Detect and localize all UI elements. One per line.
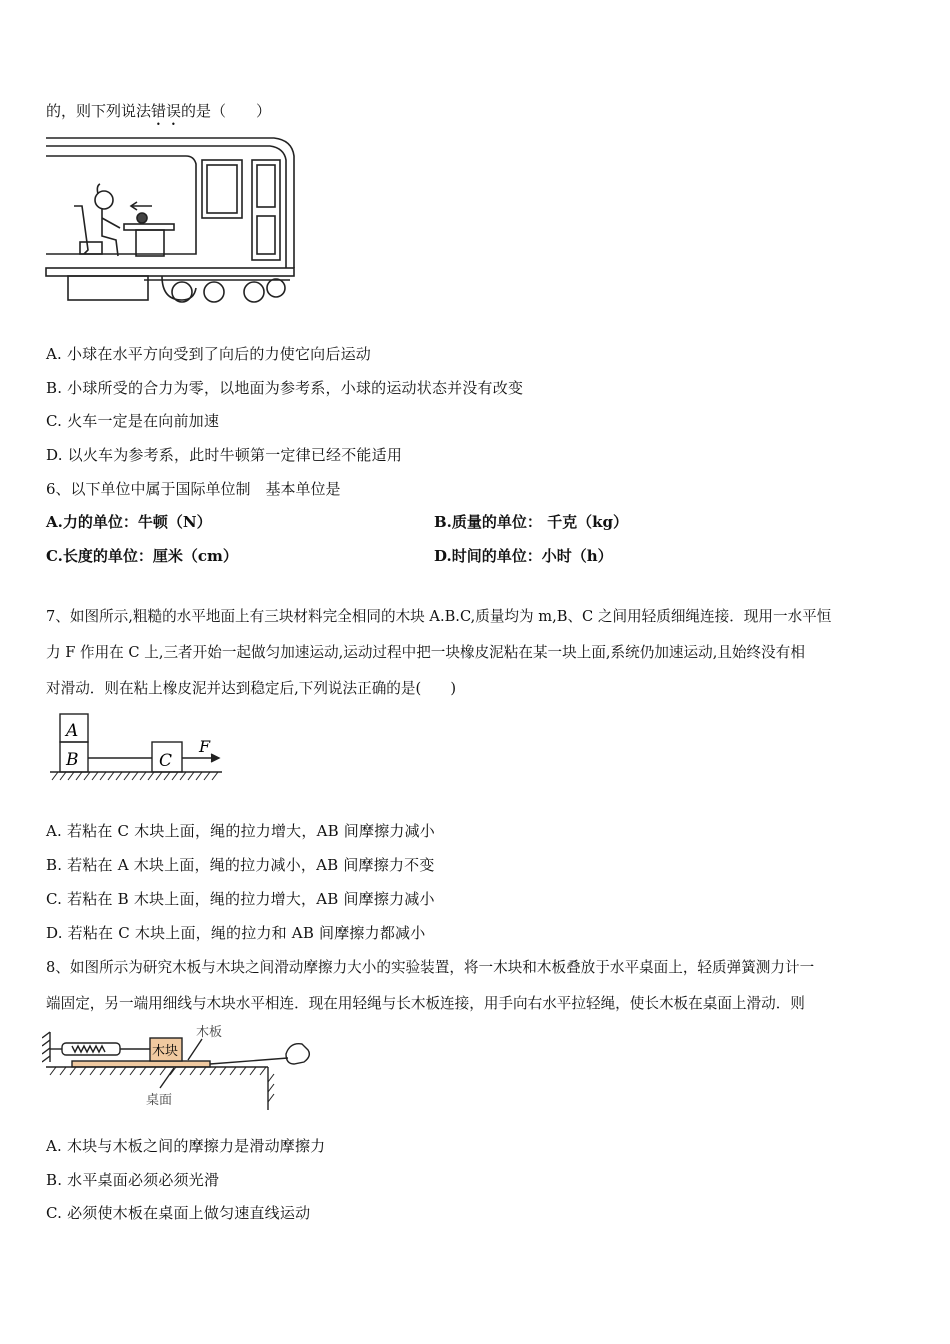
q6-option-b: B.质量的单位： 千克（kg） [434, 513, 629, 531]
q7-option-b: B. 若粘在 A 木块上面，绳的拉力减小，AB 间摩擦力不变 [46, 856, 435, 874]
q5-option-a: A. 小球在水平方向受到了向后的力使它向后运动 [46, 345, 371, 363]
q6-option-c: C.长度的单位：厘米（cm） [46, 547, 238, 565]
q8-option-b: B. 水平桌面必须必须光滑 [46, 1171, 220, 1189]
q7-option-a: A. 若粘在 C 木块上面，绳的拉力增大，AB 间摩擦力减小 [46, 822, 436, 840]
label-f: F [199, 737, 211, 756]
train-figure [44, 132, 304, 312]
q5-option-d: D. 以火车为参考系，此时牛顿第一定律已经不能适用 [46, 446, 403, 464]
q5-stem-suffix: 的是（ ） [181, 102, 272, 120]
label-table: 桌面 [146, 1093, 173, 1108]
q7-option-d: D. 若粘在 C 木块上面，绳的拉力和 AB 间摩擦力都减小 [46, 924, 426, 942]
q8-stem-line-1: 8、如图所示为研究木板与木块之间滑动摩擦力大小的实验装置，将一木块和木板叠放于水平桌面上，轻质弹簧测力计一 [46, 959, 815, 976]
q7-stem-line-3: 对滑动．则在粘上橡皮泥并达到稳定后,下列说法正确的是( ) [46, 680, 457, 697]
q5-stem [46, 101, 271, 129]
hand [286, 1044, 309, 1064]
label-c: C [159, 751, 173, 771]
q5-option-b: B. 小球所受的合力为零，以地面为参考系，小球的运动状态并没有改变 [46, 379, 524, 397]
label-a: A [66, 721, 79, 741]
q5-stem-prefix: 的，则下列说法 [46, 102, 152, 120]
q5-stem-emphasis: 错误 [151, 102, 182, 120]
q5-option-c: C. 火车一定是在向前加速 [46, 412, 220, 430]
q8-stem-line-2: 端固定，另一端用细线与木块水平相连．现在用轻绳与长木板连接，用手向右水平拉轻绳，使长木板在桌面上滑动．则 [46, 995, 805, 1012]
label-block: 木块 [152, 1044, 179, 1059]
q8-option-a: A. 木块与木板之间的摩擦力是滑动摩擦力 [46, 1137, 326, 1155]
blocks-figure [46, 708, 226, 788]
q7-stem-line-1: 7、如图所示,粗糙的水平地面上有三块材料完全相同的木块 A.B.C,质量均为 m,B、C 之间用轻质细绳连接．现用一水平恒 [46, 608, 832, 625]
q6-stem: 6、以下单位中属于国际单位制 基本单位是 [46, 480, 341, 498]
board [72, 1061, 210, 1067]
q6-option-a: A.力的单位：牛顿（N） [46, 513, 212, 531]
label-b: B [66, 750, 79, 770]
q8-option-c: C. 必须使木板在桌面上做匀速直线运动 [46, 1204, 311, 1222]
q6-option-d: D.时间的单位：小时（h） [434, 547, 613, 565]
q7-stem-line-2: 力 F 作用在 C 上,三者开始一起做匀加速运动,运动过程中把一块橡皮泥粘在某一块上面,系统仍加速运动,且始终没有相 [46, 644, 805, 661]
q7-option-c: C. 若粘在 B 木块上面，绳的拉力增大，AB 间摩擦力减小 [46, 890, 435, 908]
friction-figure [42, 1022, 322, 1114]
label-board: 木板 [196, 1025, 223, 1040]
